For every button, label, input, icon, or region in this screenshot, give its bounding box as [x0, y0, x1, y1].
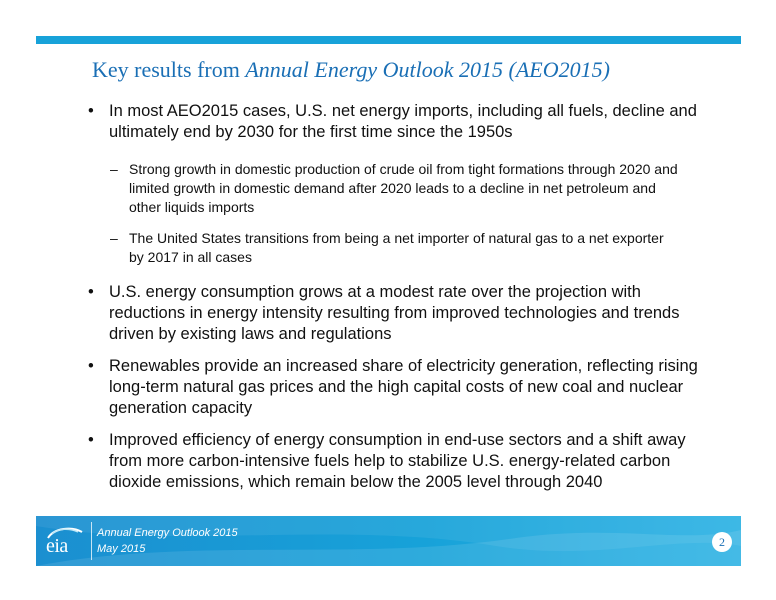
bullet-text: Improved efficiency of energy consumption in end-use sectors and a shift away from more carbon-intensive fuels help to stabilize U.S. energy-related carbon dioxide emissions, which remain below the 2005 level through 2040 [109, 431, 686, 491]
title-prefix: Key results from [92, 57, 246, 82]
eia-logo-text: eia [46, 535, 68, 557]
sub-bullet-text: Strong growth in domestic production of crude oil from tight formations through 2020 and limited growth in domestic demand after 2020 leads to a decline in net petroleum and other liquids imports [129, 161, 678, 215]
bullet-text: Renewables provide an increased share of electricity generation, reflecting rising long-term natural gas prices and the high capital costs of new coal and nuclear generation capacity [109, 357, 698, 417]
bullet-item [88, 356, 708, 419]
page-number: 2 [712, 532, 732, 552]
bullet-marker: • [88, 283, 94, 301]
bullet-text: U.S. energy consumption grows at a modest rate over the projection with reductions in energy intensity resulting from improved technologies and trends driven by existing laws and regulations [109, 283, 680, 343]
sub-bullet-item [110, 160, 680, 217]
bullet-marker: • [88, 102, 94, 120]
bullet-item [88, 430, 708, 493]
bullet-marker: • [88, 357, 94, 375]
sub-bullet-marker: – [110, 161, 118, 177]
bullet-text: In most AEO2015 cases, U.S. net energy imports, including all fuels, decline and ultimately end by 2030 for the first time since the 1950s [109, 102, 697, 141]
footer-date: May 2015 [97, 543, 146, 555]
footer-divider [91, 522, 92, 560]
sub-bullet-text: The United States transitions from being a net importer of natural gas to a net exporter by 2017 in all cases [129, 230, 664, 265]
bullet-item [88, 282, 708, 345]
bullet-item [88, 101, 708, 143]
footer-band [36, 516, 741, 566]
bullet-marker: • [88, 431, 94, 449]
sub-bullet-marker: – [110, 230, 118, 246]
footer-report-title: Annual Energy Outlook 2015 [97, 527, 238, 539]
footer-wave-decoration [36, 516, 741, 566]
sub-bullet-item [110, 229, 680, 267]
title-italic: Annual Energy Outlook 2015 (AEO2015) [245, 57, 610, 82]
